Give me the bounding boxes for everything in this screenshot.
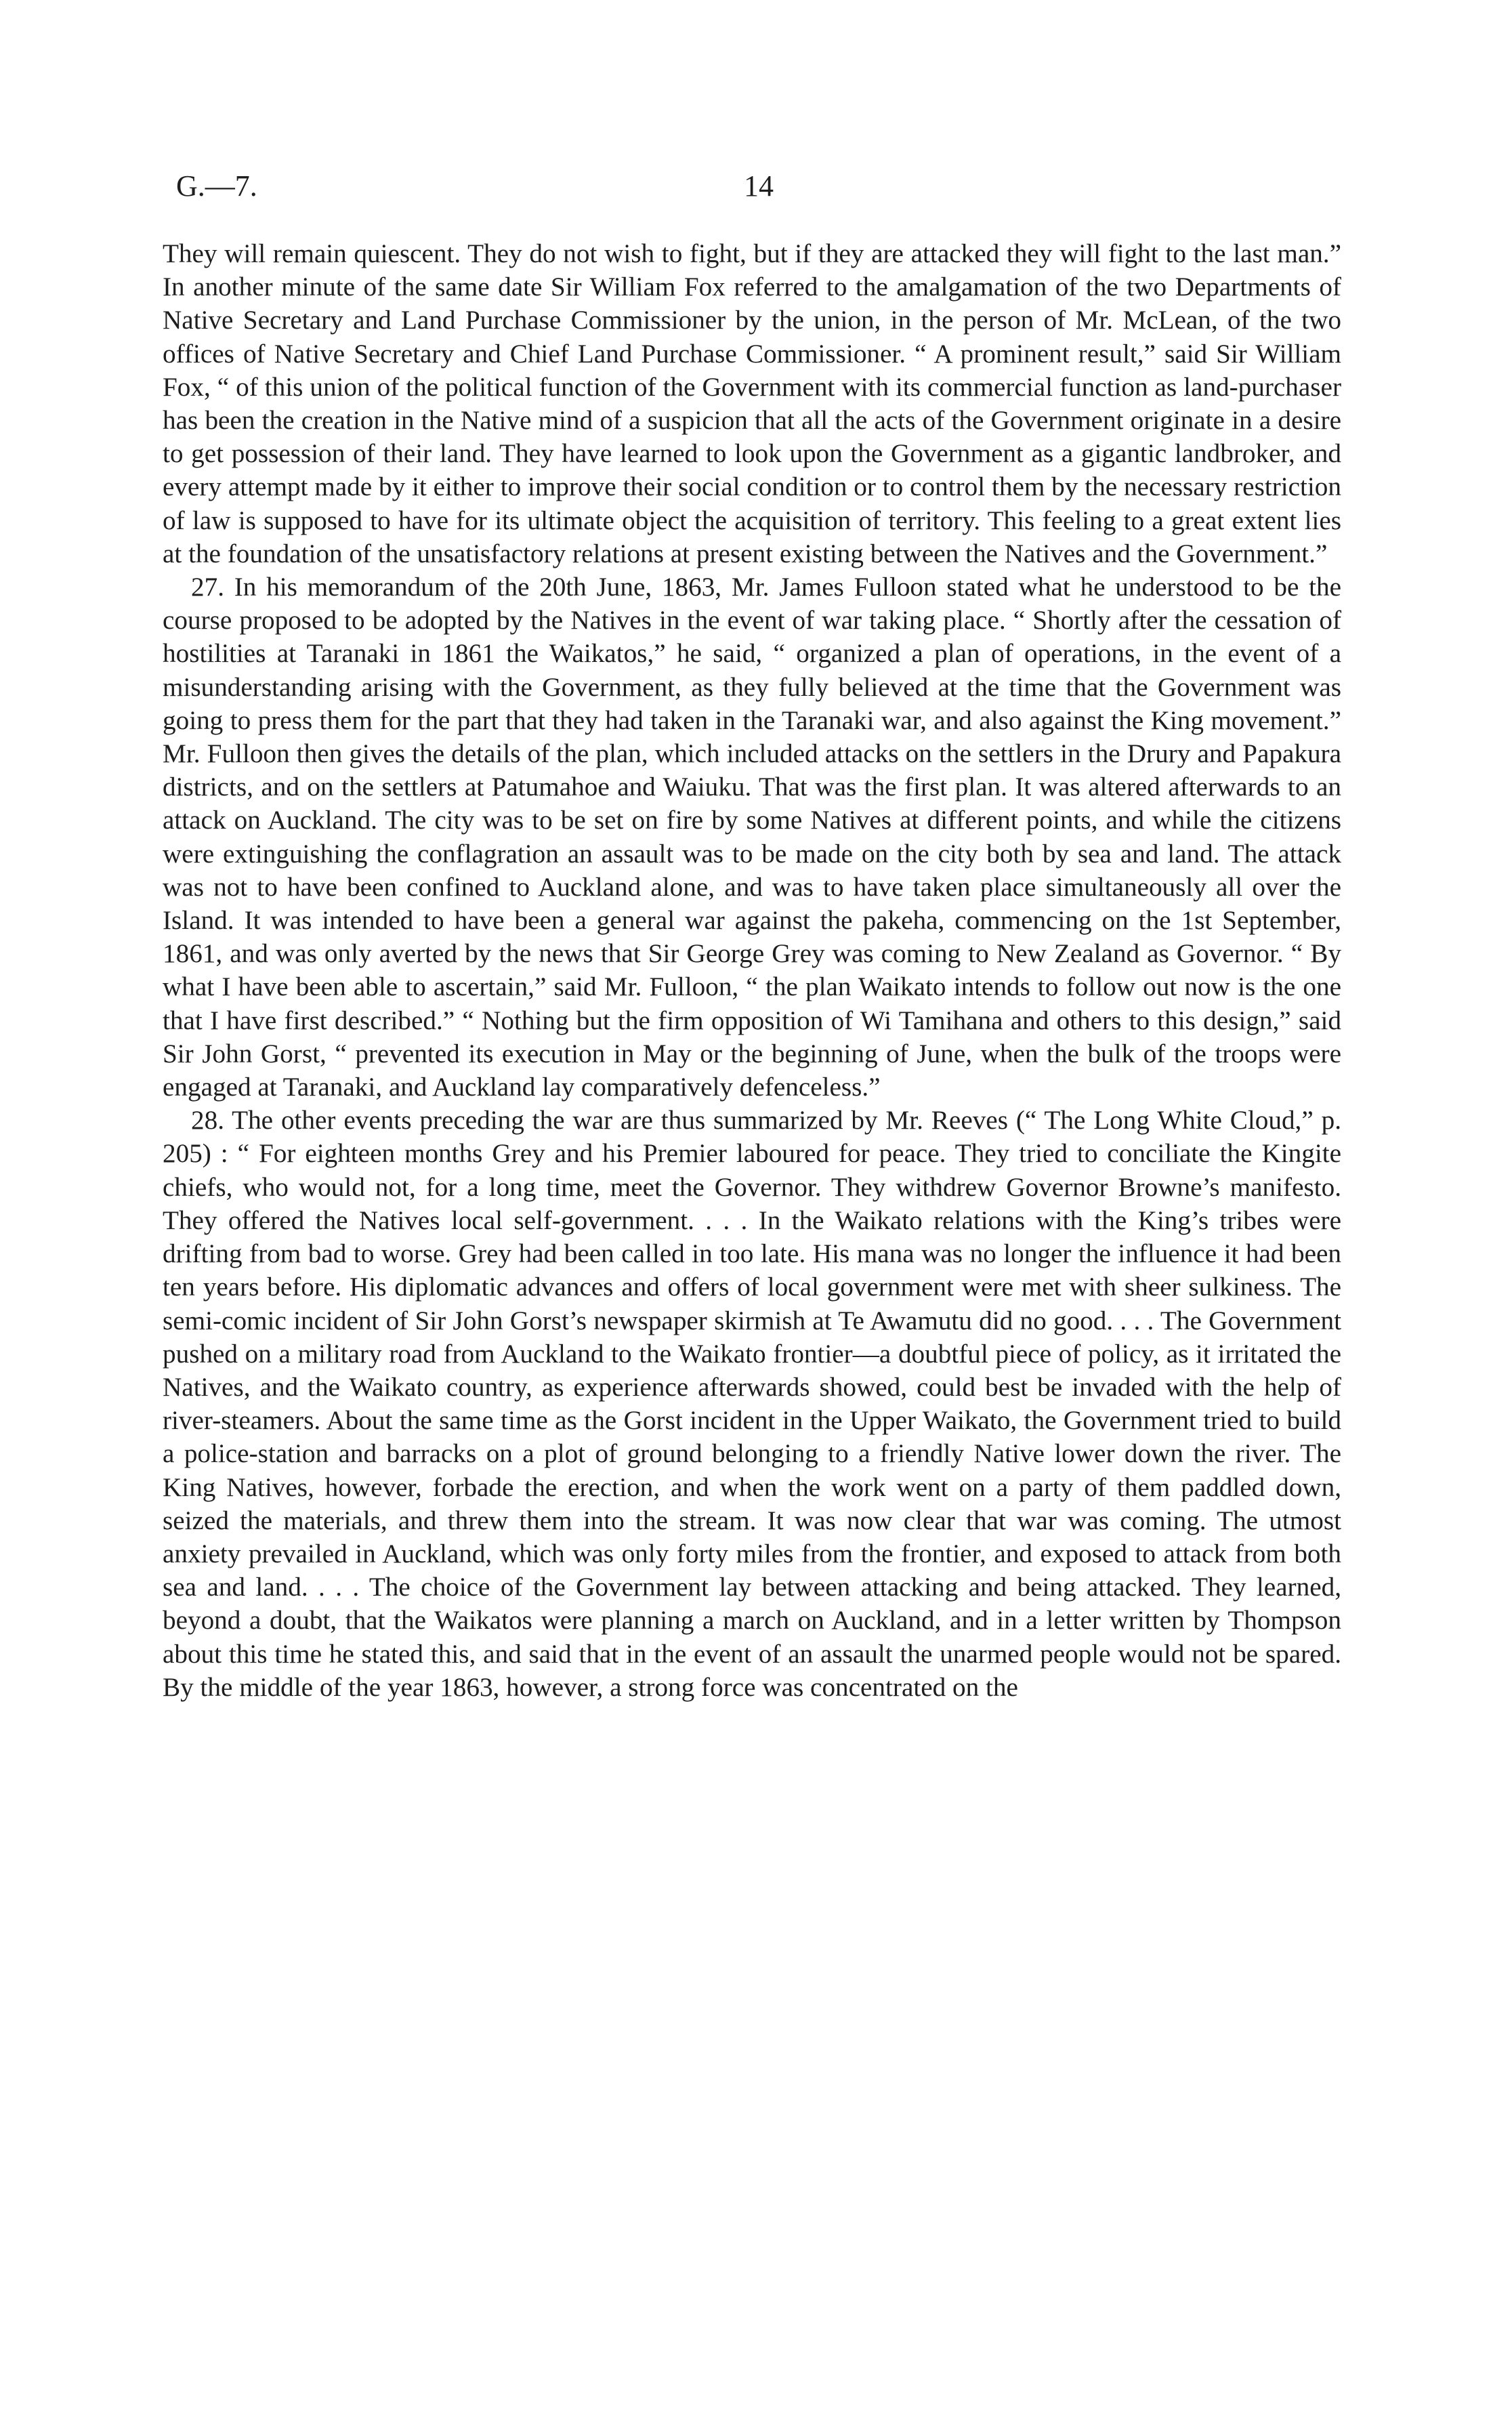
paragraph-continued: They will remain quiescent. They do not wish to fight, but if they are attacked they will fight to the last man.” In another minute of the same date Sir William Fox referred to the amalgamation of the two Departments of Native Secretary and Land Purchase Commissioner by the union, in the person of Mr. McLean, of the two offices of Native Secretary and Chief Land Purchase Commissioner. “ A prominent result,” said Sir William Fox, “ of this union of the political function of the Government with its commercial function as land-purchaser has been the creation in the Native mind of a suspicion that all the acts of the Government originate in a desire to get possession of their land. They have learned to look upon the Government as a gigantic landbroker, and every attempt made by it either to improve their social condition or to control them by the necessary restriction of law is supposed to have for its ultimate object the acquisition of territory. This feeling to a great extent lies at the foundation of the unsatisfactory relations at present existing between the Natives and the Government.” xyxy=(163,239,1341,568)
body-text xyxy=(163,237,1341,1704)
page-header xyxy=(176,163,1341,210)
paragraph-27: 27. In his memorandum of the 20th June, 1863, Mr. James Fulloon stated what he understood to be the course proposed to be adopted by the Natives in the event of war taking place. “ Shortly after the cessation of hostilities at Taranaki in 1861 the Waikatos,” he said, “ organized a plan of operations, in the event of a misunderstanding arising with the Government, as they fully believed at the time that the Government was going to press them for the part that they had taken in the Taranaki war, and also against the King movement.” Mr. Fulloon then gives the details of the plan, which included attacks on the settlers in the Drury and Papakura districts, and on the settlers at Patumahoe and Waiuku. That was the first plan. It was altered afterwards to an attack on Auckland. The city was to be set on fire by some Natives at different points, and while the citizens were extinguishing the conflagration an assault was to be made on the city both by sea and land. The attack was not to have been confined to Auckland alone, and was to have taken place simultaneously all over the Island. It was intended to have been a general war against the pakeha, commencing on the 1st September, 1861, and was only averted by the news that Sir George Grey was coming to New Zealand as Governor. “ By what I have been able to ascertain,” said Mr. Fulloon, “ the plan Waikato intends to follow out now is the one that I have first described.” “ Nothing but the firm opposition of Wi Tamihana and others to this design,” said Sir John Gorst, “ prevented its execution in May or the beginning of June, when the bulk of the troops were engaged at Taranaki, and Auckland lay comparatively defenceless.” xyxy=(163,573,1341,1102)
page-number: 14 xyxy=(744,169,774,203)
paragraph-28: 28. The other events preceding the war are thus summarized by Mr. Reeves (“ The Long White Cloud,” p. 205) : “ For eighteen months Grey and his Premier laboured for peace. They tried to conciliate the Kingite chiefs, who would not, for a long time, meet the Governor. They withdrew Governor Browne’s manifesto. They offered the Natives local self-government. . . . In the Waikato relations with the King’s tribes were drifting from bad to worse. Grey had been called in too late. His mana was no longer the influence it had been ten years before. His diplomatic advances and offers of local government were met with sheer sulkiness. The semi-comic incident of Sir John Gorst’s newspaper skirmish at Te Awamutu did no good. . . . The Government pushed on a military road from Auckland to the Waikato frontier—a doubtful piece of policy, as it irritated the Natives, and the Waikato country, as experience afterwards showed, could best be invaded with the help of river-steamers. About the same time as the Gorst incident in the Upper Waikato, the Government tried to build a police-station and barracks on a plot of ground belonging to a friendly Native lower down the river. The King Natives, however, forbade the erection, and when the work went on a party of them paddled down, seized the materials, and threw them into the stream. It was now clear that war was coming. The utmost anxiety prevailed in Auckland, which was only forty miles from the frontier, and exposed to attack from both sea and land. . . . The choice of the Government lay between attacking and being attacked. They learned, beyond a doubt, that the Waikatos were planning a march on Auckland, and in a letter written by Thompson about this time he stated this, and said that in the event of an assault the unarmed people would not be spared. By the middle of the year 1863, however, a strong force was concentrated on the xyxy=(163,1106,1341,1702)
document-reference: G.—7. xyxy=(176,169,257,203)
